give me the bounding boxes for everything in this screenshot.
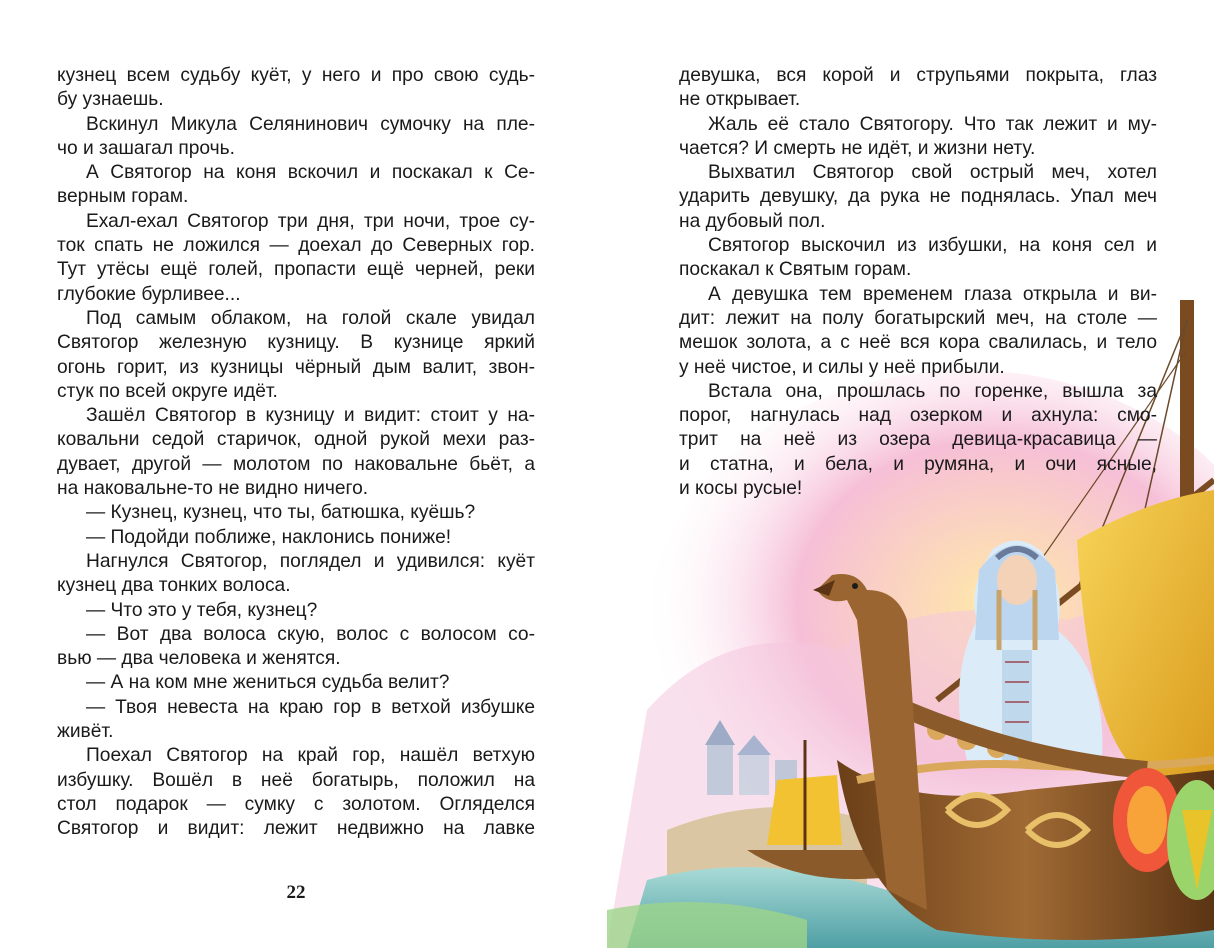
text-line: на дубовый пол.	[679, 210, 826, 232]
text-line: огонь горит, из кузницы чёрный дым валит, звон-	[57, 356, 535, 378]
text-line: Встала она, прошлась по горенке, вышла за	[708, 380, 1157, 402]
paragraph	[57, 404, 535, 501]
text-line: — Кузнец, кузнец, что ты, батюшка, куёшь?	[86, 502, 476, 524]
text-line: поскакал к Святым горам.	[679, 259, 912, 281]
text-line: ток спать не ложился — доехал до Северных гор.	[57, 235, 535, 257]
text-line: Под самым облаком, на голой скале увидал	[86, 307, 535, 329]
paragraph	[57, 161, 535, 210]
paragraph	[679, 161, 1157, 234]
text-line: кузнец два тонких волоса.	[57, 575, 291, 597]
paragraph	[57, 64, 535, 113]
text-line: — Подойди поближе, наклонись пониже!	[86, 526, 452, 548]
paragraph	[57, 210, 535, 307]
text-line: А девушка тем временем глаза открыла и ви-	[708, 283, 1157, 305]
text-line: Вскинул Микула Селянинович сумочку на пле-	[86, 113, 535, 135]
text-line: дувает, другой — молотом по наковальне бьёт, а	[57, 453, 535, 475]
text-line: бу узнаешь.	[57, 89, 164, 111]
paragraph	[679, 283, 1157, 380]
text-line: чается? И смерть не идёт, и жизни нету.	[679, 137, 1036, 159]
paragraph	[57, 113, 535, 162]
text-line: Святогор выскочил из избушки, на коня сел и	[708, 235, 1157, 257]
paragraph	[57, 599, 535, 623]
text-line: Жаль её стало Святогору. Что так лежит и му-	[708, 113, 1157, 135]
text-line: Выхватил Святогор свой острый меч, хотел	[708, 162, 1157, 184]
paragraph	[57, 671, 535, 695]
text-line: стук по всей округе идёт.	[57, 380, 278, 402]
text-line: мешок золота, а с неё вся кора свалилась, и тело	[679, 332, 1157, 354]
paragraph	[57, 744, 535, 841]
text-line: ударить девушку, да рука не поднялась. Упал меч	[679, 186, 1157, 208]
left-page-text	[57, 64, 535, 842]
paragraph	[57, 550, 535, 599]
text-line: — Вот два волоса скую, волос с волосом со-	[86, 623, 535, 645]
right-page-text	[679, 64, 1157, 501]
text-line: дит: лежит на полу богатырский меч, на столе —	[679, 307, 1157, 329]
text-line: — А на ком мне жениться судьба велит?	[86, 672, 450, 694]
paragraph	[679, 113, 1157, 162]
text-line: — Что это у тебя, кузнец?	[86, 599, 318, 621]
text-line: Зашёл Святогор в кузницу и видит: стоит у на-	[86, 405, 535, 427]
paragraph	[57, 696, 535, 745]
text-line: девушка, вся корой и струпьями покрыта, глаз	[679, 65, 1157, 86]
paragraph	[679, 234, 1157, 283]
text-line: ковальни седой старичок, одной рукой мехи раз-	[57, 429, 535, 451]
text-line: не открывает.	[679, 89, 801, 111]
text-line: Святогор железную кузницу. В кузнице яркий	[57, 332, 535, 354]
text-line: трит на неё из озера девица-красавица —	[679, 429, 1157, 451]
text-line: — Твоя невеста на краю гор в ветхой избушке	[86, 696, 535, 718]
page-number: 22	[286, 882, 306, 903]
text-line: вью — два человека и женятся.	[57, 648, 341, 670]
text-line: чо и зашагал прочь.	[57, 137, 235, 159]
paragraph	[57, 526, 535, 550]
text-line: у неё чистое, и силы у неё прибыли.	[679, 356, 1005, 378]
text-line: живёт.	[57, 721, 114, 743]
text-line: и косы русые!	[679, 478, 803, 500]
text-line: и статна, и бела, и румяна, и очи ясные,	[679, 453, 1157, 475]
paragraph	[57, 501, 535, 525]
text-line: Тут утёсы ещё голей, пропасти ещё черней, реки	[57, 259, 535, 281]
paragraph	[57, 307, 535, 404]
left-page	[0, 0, 600, 948]
text-line: А Святогор на коня вскочил и поскакал к Се-	[86, 162, 535, 184]
text-line: кузнец всем судьбу куёт, у него и про свою судь-	[57, 65, 535, 86]
right-page	[607, 0, 1214, 948]
paragraph	[57, 623, 535, 672]
text-line: глубокие бурливее...	[57, 283, 241, 305]
paragraph	[679, 64, 1157, 113]
text-line: Святогор и видит: лежит недвижно на лавке	[57, 818, 535, 840]
text-line: стол подарок — сумку с золотом. Огляделся	[57, 793, 535, 815]
text-line: верным горам.	[57, 186, 189, 208]
text-line: Ехал-ехал Святогор три дня, три ночи, трое су-	[86, 210, 535, 232]
text-line: избушку. Вошёл в неё богатырь, положил на	[57, 769, 535, 791]
paragraph	[679, 380, 1157, 501]
text-line: на наковальне-то не видно ничего.	[57, 478, 369, 500]
text-line: порог, нагнулась над озерком и ахнула: смо-	[679, 405, 1157, 427]
text-line: Поехал Святогор на край гор, нашёл ветхую	[86, 745, 535, 767]
text-line: Нагнулся Святогор, поглядел и удивился: куёт	[86, 550, 535, 572]
